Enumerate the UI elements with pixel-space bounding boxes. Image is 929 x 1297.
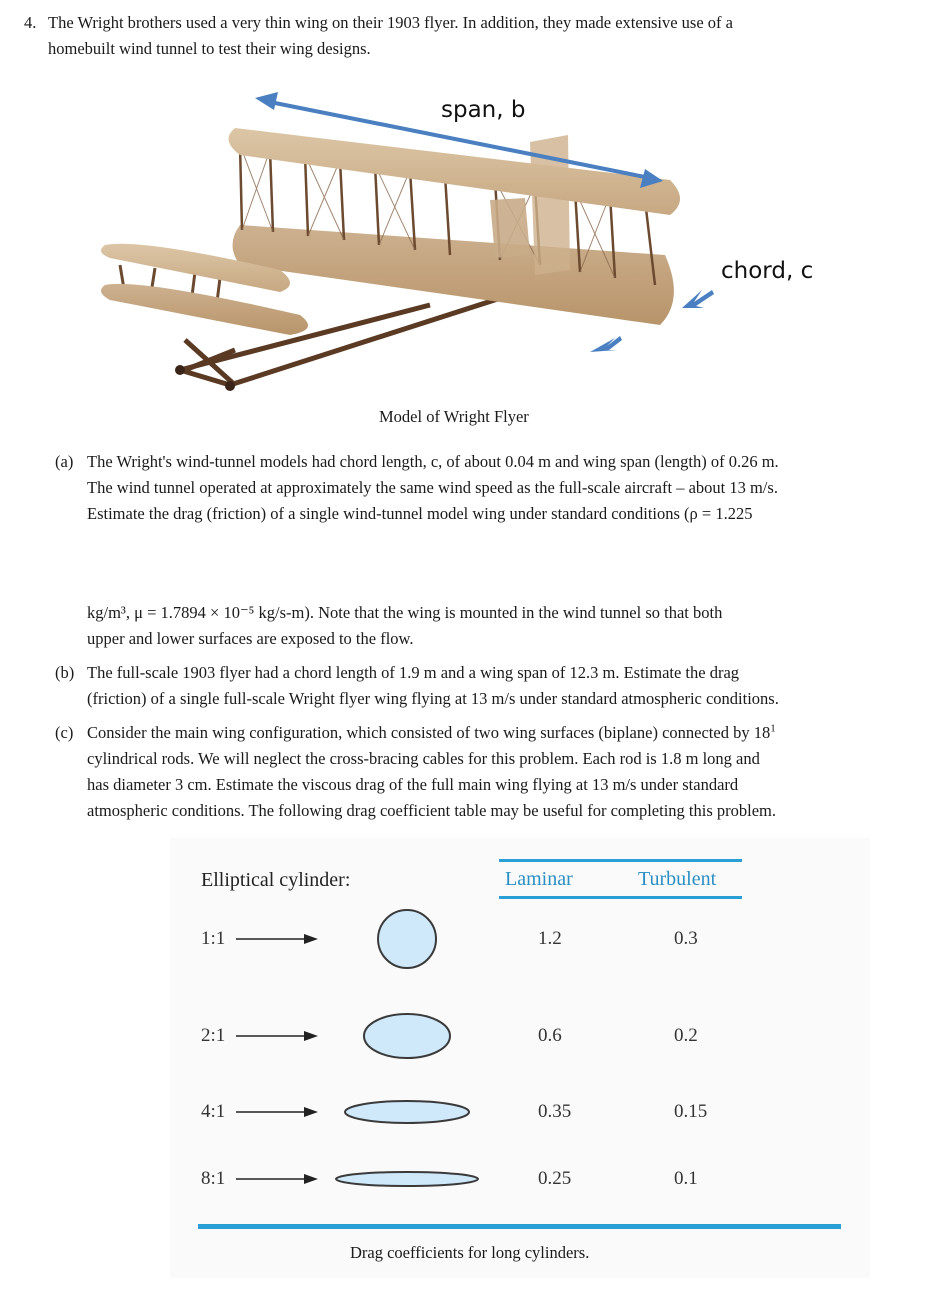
turbulent-value: 0.15 [674,1101,708,1122]
cylinder-8-1 [336,1172,478,1186]
cylinder-2-1 [364,1014,450,1058]
col-laminar-header: Laminar [505,868,573,890]
span-label: span, b [441,97,526,123]
part-a-line3: Estimate the drag (friction) of a single wind-tunnel model wing under standard conditions (ρ = 1.225 [87,504,753,523]
problem-number: 4. [24,13,37,32]
table-bottom-rule [198,1224,841,1229]
figure1-caption: Model of Wright Flyer [379,407,529,426]
col-turbulent-header: Turbulent [638,868,717,890]
problem-intro-line1: The Wright brothers used a very thin wing on their 1903 flyer. In addition, they made extensive use of a [48,13,733,32]
part-a-marker: (a) [55,452,74,471]
part-a-line2: The wind tunnel operated at approximately the same wind speed as the full-scale aircraft – about 13 m/s. [87,478,778,497]
flow-arrow-icon [304,1031,318,1041]
cylinder-1-1 [378,910,436,968]
wright-flyer-figure [90,80,830,400]
flow-arrow-icon [304,934,318,944]
cylinder-4-1 [345,1101,469,1123]
part-a-line1: The Wright's wind-tunnel models had chord length, c, of about 0.04 m and wing span (length) of 0.26 m. [87,452,779,471]
table-caption: Drag coefficients for long cylinders. [350,1243,590,1262]
turbulent-value: 0.1 [674,1168,698,1189]
cylinder-shapes [230,900,490,1200]
row-ratio: 2:1 [201,1025,226,1046]
part-c-line4: atmospheric conditions. The following drag coefficient table may be useful for completing this problem. [87,801,777,820]
table-title: Elliptical cylinder: [201,869,351,891]
flow-arrow-icon [304,1107,318,1117]
part-b-line2: (friction) of a single full-scale Wright flyer wing flying at 13 m/s under standard atmospheric conditions. [87,689,779,708]
row-ratio: 4:1 [201,1101,226,1122]
part-b-line1: The full-scale 1903 flyer had a chord length of 1.9 m and a wing span of 12.3 m. Estimate the drag [87,663,740,682]
turbulent-value: 0.3 [674,928,698,949]
laminar-value: 1.2 [538,928,562,949]
laminar-value: 0.35 [538,1101,572,1122]
chord-label: chord, c [721,258,814,284]
problem-intro-line2: homebuilt wind tunnel to test their wing designs. [48,39,371,58]
flow-arrow-icon [304,1174,318,1184]
laminar-value: 0.6 [538,1025,562,1046]
laminar-value: 0.25 [538,1168,572,1189]
header-rule-top [499,859,742,862]
part-b-marker: (b) [55,663,75,682]
part-c-line1: Consider the main wing configuration, which consisted of two wing surfaces (biplane) connected by $18^1$ [87,722,776,742]
part-a-line5: upper and lower surfaces are exposed to the flow. [87,629,414,648]
footnote-marker: 1 [770,722,776,735]
row-ratio: 8:1 [201,1168,226,1189]
part-a-line4: kg/m³, μ = 1.7894 × 10⁻⁵ kg/s-m). Note that the wing is mounted in the wind tunnel so that both [87,603,723,622]
part-c-line3: has diameter 3 cm. Estimate the viscous drag of the full main wing flying at 13 m/s under standard [87,775,739,794]
turbulent-value: 0.2 [674,1025,698,1046]
row-ratio: 1:1 [201,928,226,949]
header-rule-bottom [499,896,742,899]
rudder [490,198,530,258]
part-c-line2: cylindrical rods. We will neglect the cross-bracing cables for this problem. Each rod is 1.8 m long and [87,749,760,768]
main-lower-wing [233,225,674,325]
part-c-marker: (c) [55,723,74,742]
